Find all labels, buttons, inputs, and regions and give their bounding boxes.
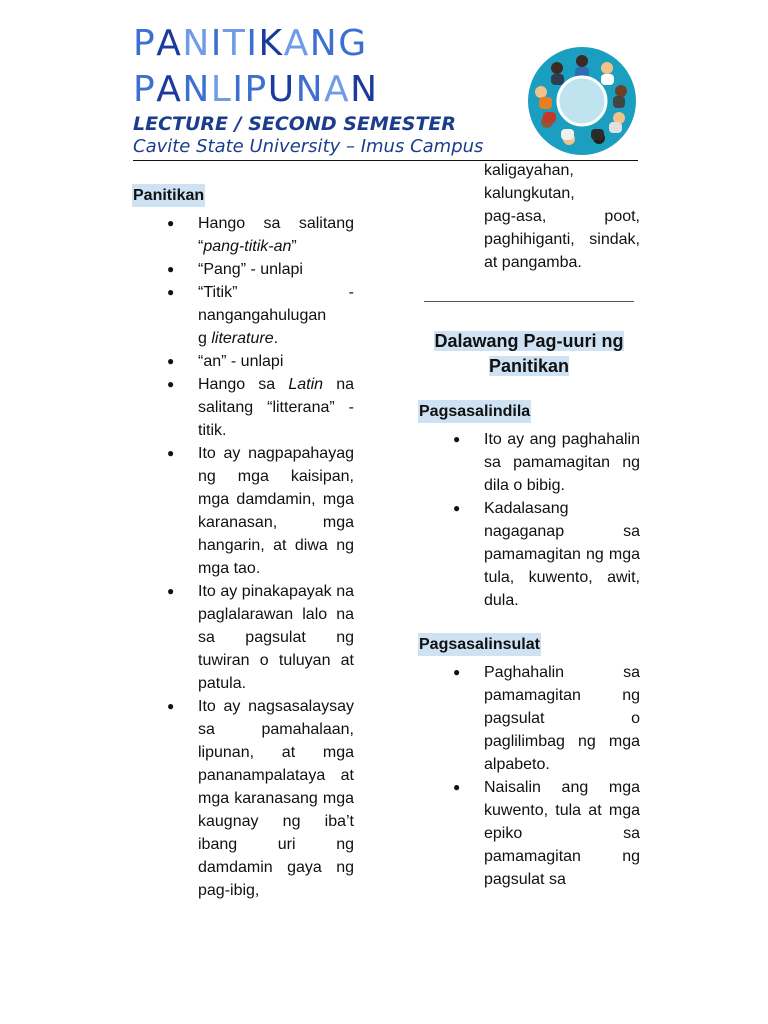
right-column (418, 159, 640, 891)
list-item-text: g (198, 330, 212, 347)
pagsasalinsulat-list (418, 661, 640, 891)
list-item (132, 281, 354, 350)
list-item-text: Hango sa (198, 376, 289, 393)
list-item-text: Hango sa salitang (198, 215, 354, 232)
list-item: ● Ito ay ang paghahalin sa pamamagitan ng dila o bibig. (418, 428, 640, 497)
title-letter: N (350, 69, 379, 110)
panitikan-list (132, 212, 354, 902)
list-item-text: ” (291, 238, 297, 255)
page-title-line-1 (133, 24, 368, 64)
title-letter: P (133, 23, 157, 64)
title-letter: A (156, 23, 183, 64)
list-item-text: na salitang “litterana” - titik. (198, 376, 354, 439)
list-item: ● “an” - unlapi (132, 350, 354, 373)
title-letter: N (182, 23, 211, 64)
list-item: ● Kadalasang nagaganap sa pamamagitan ng mga tula, kuwento, awit, dula. (418, 497, 640, 612)
title-letter: A (283, 23, 310, 64)
list-item: ● Paghahalin sa pamamagitan ng pagsulat o paglilimbag ng mga alpabeto. (418, 661, 640, 776)
page-title-line-2 (133, 70, 379, 110)
list-item: ● Ito ay pinakapayak na paglalarawan lalo na sa pagsulat ng tuwiran o tuluyan at patula. (132, 580, 354, 695)
title-letter: U (267, 69, 296, 110)
title-letter: I (232, 69, 245, 110)
list-item-text: ● “Titik” - (198, 284, 354, 301)
title-letter: I (210, 23, 223, 64)
list-item-continued (484, 159, 640, 274)
list-item: ● Ito ay nagpapahayag ng mga kaisipan, mga damdamin, mga karanasan, mga hangarin, at diwa ng mga tao. (132, 442, 354, 580)
lecture-subtitle: LECTURE / SECOND SEMESTER (133, 113, 457, 135)
list-item-text: kalungkutan, (484, 185, 575, 202)
pagsasalindila-list (418, 428, 640, 612)
list-item-text: pag-asa, poot, paghihiganti, sindak, at pangamba. (484, 208, 640, 271)
title-letter: G (338, 23, 368, 64)
continued-list (418, 159, 640, 274)
campus-subtitle: Cavite State University – Imus Campus (133, 136, 484, 157)
panitikan-heading: Panitikan (132, 184, 205, 207)
dalawang-heading: Dalawang Pag-uuri ng Panitikan (434, 331, 624, 376)
title-letter: N (309, 23, 339, 64)
section-divider (424, 301, 634, 302)
title-letter: N (295, 69, 324, 110)
title-letter: I (246, 23, 259, 64)
title-letter: P (133, 69, 157, 110)
list-item (132, 212, 354, 258)
title-letter: P (244, 69, 268, 110)
list-item (132, 373, 354, 442)
title-letter: L (210, 69, 233, 110)
list-item: ● Ito ay nagsasalaysay sa pamahalaan, lipunan, at mga pananampalataya at mga karanasang mga kaugnay ng iba’t ibang uri ng damdamin gaya ng pag-ibig, (132, 695, 354, 902)
list-item-text: kaligayahan, (484, 162, 574, 179)
list-item: ● Naisalin ang mga kuwento, tula at mga epiko sa pamamagitan ng pagsulat sa (418, 776, 640, 891)
left-column (132, 184, 354, 902)
list-item-text: Latin (288, 376, 324, 393)
list-item-text: nangangahulugan (198, 307, 327, 324)
list-item-text: literature (211, 330, 274, 347)
pagsasalindila-heading: Pagsasalindila (418, 400, 531, 423)
people-around-table-icon (527, 46, 637, 156)
title-letter: T (222, 23, 247, 64)
list-item-text: “ (198, 238, 204, 255)
title-letter: N (182, 69, 211, 110)
pagsasalinsulat-heading: Pagsasalinsulat (418, 633, 541, 656)
title-letter: K (258, 23, 284, 64)
list-item-text: . (273, 330, 279, 347)
title-letter: A (324, 69, 351, 110)
dalawang-heading-wrap (418, 329, 640, 379)
title-letter: A (156, 69, 183, 110)
list-item-text: pang-titik-an (203, 238, 292, 255)
list-item: ● “Pang” - unlapi (132, 258, 354, 281)
